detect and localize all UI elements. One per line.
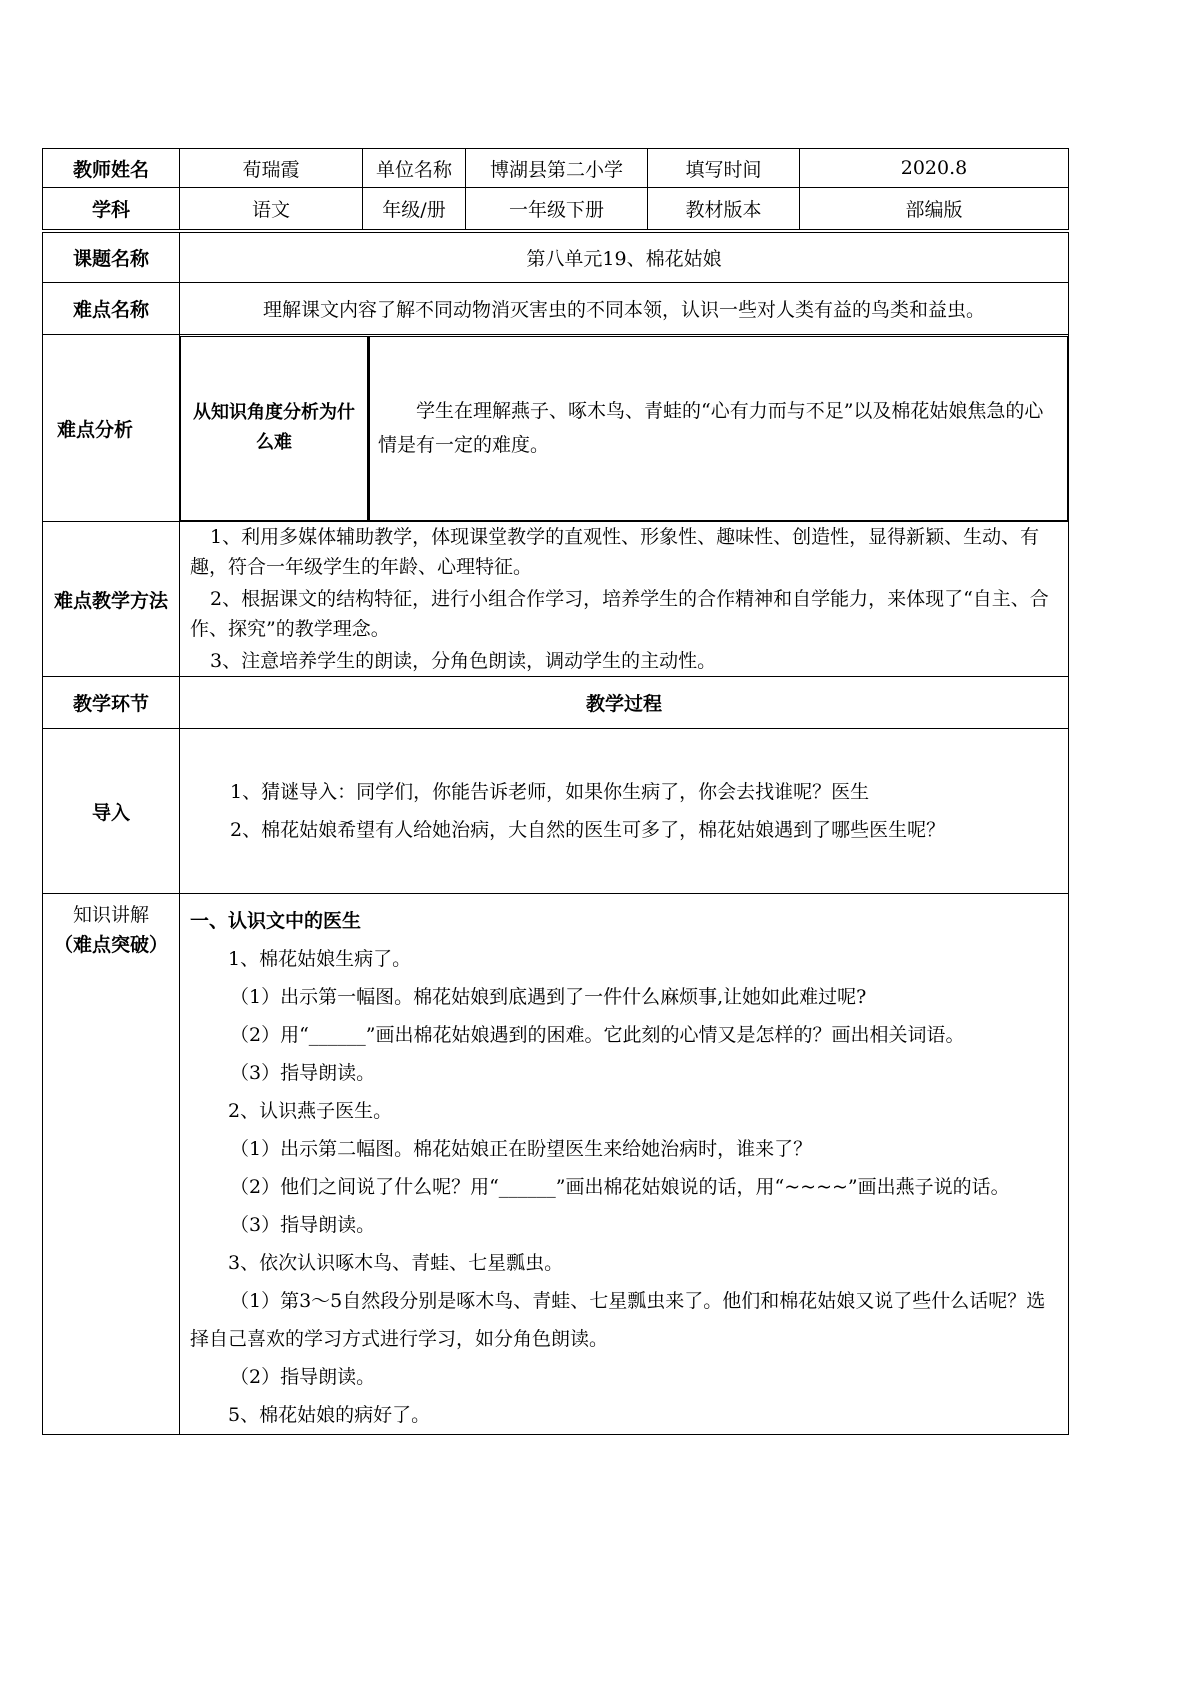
date-value: 2020.8 (800, 149, 1069, 188)
stage-row (43, 677, 1069, 729)
edition-label: 教材版本 (648, 188, 800, 230)
difficulty-row (43, 283, 1069, 335)
subject-label: 学科 (43, 188, 180, 230)
subject-value: 语文 (180, 188, 363, 230)
analysis-row (43, 335, 1069, 522)
unit-value: 博湖县第二小学 (466, 149, 648, 188)
teacher-value: 荀瑞霞 (180, 149, 363, 188)
difficulty-value: 理解课文内容了解不同动物消灭害虫的不同本领，认识一些对人类有益的鸟类和益虫。 (180, 283, 1069, 335)
knowledge-line-2: （1）出示第一幅图。棉花姑娘到底遇到了一件什么麻烦事,让她如此难过呢? (230, 986, 867, 1008)
knowledge-line-7: （2）他们之间说了什么呢？用“______”画出棉花姑娘说的话，用“~~~~”画出燕子说的话。 (230, 1176, 1010, 1198)
intro-line-1: 1、猜谜导入：同学们，你能告诉老师，如果你生病了，你会去找谁呢？医生 (230, 781, 870, 803)
knowledge-label-1: 知识讲解 (72, 904, 149, 926)
method-row (43, 522, 1069, 677)
knowledge-line-12: 5、棉花姑娘的病好了。 (228, 1404, 431, 1426)
knowledge-line-4: （3）指导朗读。 (230, 1062, 376, 1084)
knowledge-cell (180, 894, 1069, 1435)
analysis-cell (180, 335, 1069, 522)
analysis-sub-label: 从知识角度分析为什么难 (181, 336, 369, 520)
knowledge-line-3: （2）用“______”画出棉花姑娘遇到的困难。它此刻的心情又是怎样的？画出相关词语。 (230, 1024, 965, 1046)
unit-label: 单位名称 (363, 149, 466, 188)
method-cell (180, 522, 1069, 677)
knowledge-line-6: （1）出示第二幅图。棉花姑娘正在盼望医生来给她治病时，谁来了？ (230, 1138, 813, 1160)
date-label: 填写时间 (648, 149, 800, 188)
info-row-2 (43, 188, 1069, 230)
knowledge-line-1: 1、棉花姑娘生病了。 (228, 948, 412, 970)
edition-value: 部编版 (800, 188, 1069, 230)
intro-line-2: 2、棉花姑娘希望有人给她治病，大自然的医生可多了，棉花姑娘遇到了哪些医生呢？ (230, 819, 946, 841)
teacher-label: 教师姓名 (43, 149, 180, 188)
knowledge-label-cell (43, 894, 180, 1435)
info-table (42, 148, 1069, 230)
topic-label: 课题名称 (43, 233, 180, 283)
method-item-2: 2、根据课文的结构特征，进行小组合作学习，培养学生的合作精神和自学能力，来体现了“自主、合作、探究”的教学理念。 (190, 588, 1049, 640)
topic-row (43, 233, 1069, 283)
analysis-text: 学生在理解燕子、啄木鸟、青蛙的“心有力而与不足”以及棉花姑娘焦急的心情是有一定的难度。 (369, 336, 1068, 520)
knowledge-line-5: 2、认识燕子医生。 (228, 1100, 393, 1122)
process-label: 教学过程 (180, 677, 1069, 729)
stage-label: 教学环节 (43, 677, 180, 729)
lesson-table (42, 232, 1069, 1435)
knowledge-heading: 一、认识文中的医生 (190, 910, 362, 932)
knowledge-line-11: （2）指导朗读。 (230, 1366, 376, 1388)
method-label: 难点教学方法 (43, 522, 180, 677)
knowledge-label-2: （难点突破） (53, 934, 168, 956)
knowledge-row (43, 894, 1069, 1435)
difficulty-label: 难点名称 (43, 283, 180, 335)
knowledge-line-10: （1）第3～5自然段分别是啄木鸟、青蛙、七星瓢虫来了。他们和棉花姑娘又说了些什么话呢？选择自己喜欢的学习方式进行学习，如分角色朗读。 (190, 1290, 1046, 1350)
info-row-1 (43, 149, 1069, 188)
knowledge-line-8: （3）指导朗读。 (230, 1214, 376, 1236)
intro-cell (180, 729, 1069, 894)
grade-label: 年级/册 (363, 188, 466, 230)
intro-row (43, 729, 1069, 894)
intro-label: 导入 (43, 729, 180, 894)
knowledge-line-9: 3、依次认识啄木鸟、青蛙、七星瓢虫。 (228, 1252, 564, 1274)
topic-value: 第八单元19、棉花姑娘 (180, 233, 1069, 283)
analysis-label: 难点分析 (43, 335, 180, 522)
method-item-1: 1、利用多媒体辅助教学，体现课堂教学的直观性、形象性、趣味性、创造性，显得新颖、生动、有趣，符合一年级学生的年龄、心理特征。 (190, 526, 1040, 578)
grade-value: 一年级下册 (466, 188, 648, 230)
method-item-3: 3、注意培养学生的朗读，分角色朗读，调动学生的主动性。 (210, 650, 717, 672)
